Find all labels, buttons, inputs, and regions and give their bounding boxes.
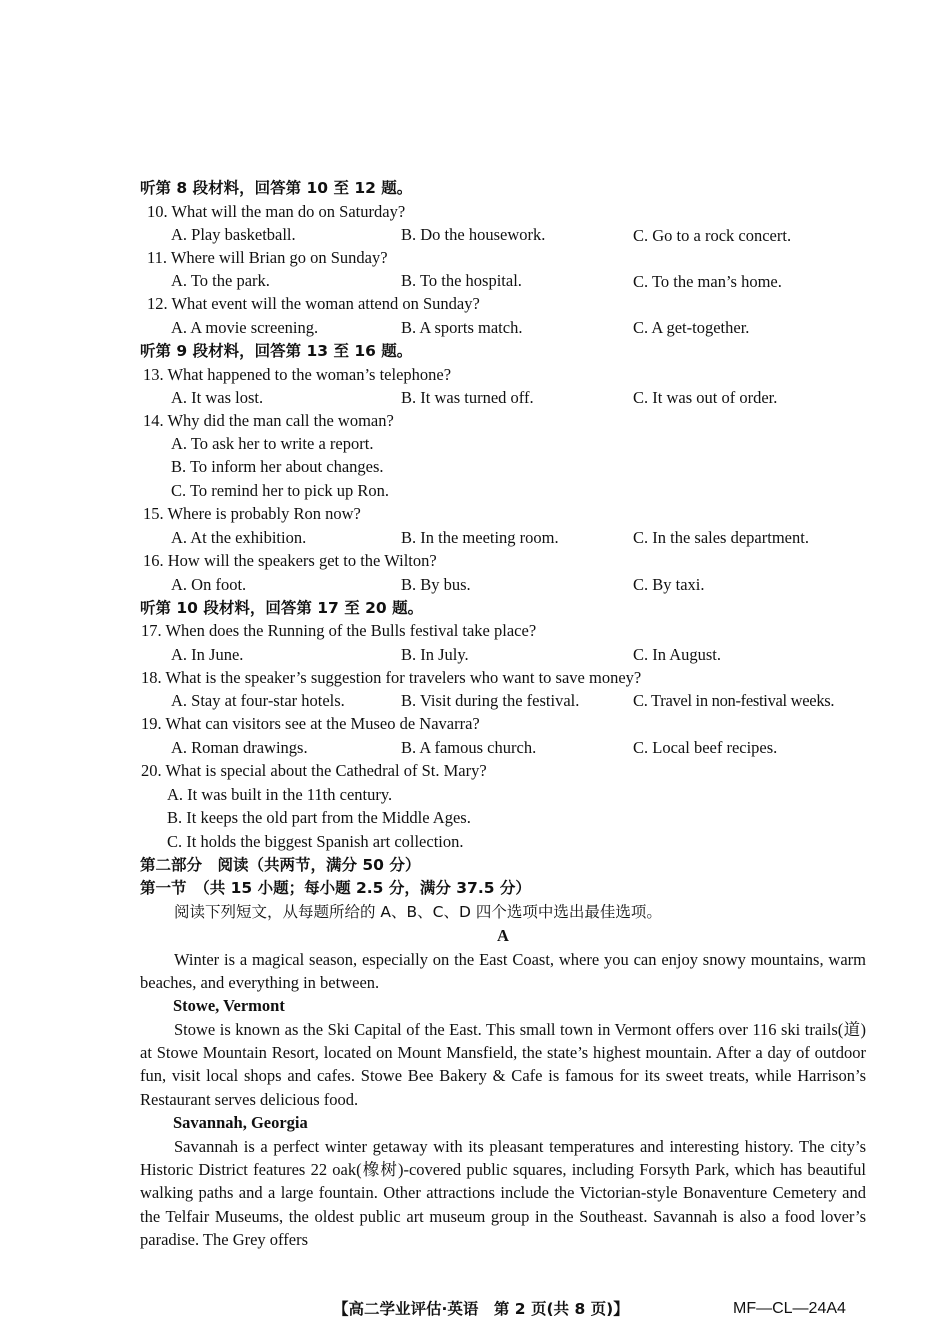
option-b: B. By bus. (401, 575, 471, 594)
paragraph-stowe: Stowe is known as the Ski Capital of the East. This small town in Vermont offers over 116 ski trails(道) at Stowe Mountain Resort, located on Mount Mansfield, the state’s highest mountain. After a day of outdoor fun, visit local shops and cafes. Stowe Bee Bakery & Cafe is famous for its sweet treats, while Harrison’s Restaurant serves delicious food. (140, 1020, 866, 1109)
page-footer: 【高二学业评估·英语 第 2 页(共 8 页)】 (333, 1300, 629, 1318)
option-a: A. It was lost. (171, 388, 264, 407)
section-header: 听第 9 段材料，回答第 13 至 16 题。 (140, 342, 413, 360)
question-text: 13. What happened to the woman’s telephone? (143, 365, 452, 384)
option-c: C. It holds the biggest Spanish art collection. (167, 832, 464, 851)
option-a: A. Play basketball. (171, 225, 296, 244)
option-b: B. In July. (401, 645, 469, 664)
option-c: C. A get-together. (633, 318, 750, 337)
option-c: C. To remind her to pick up Ron. (171, 481, 390, 500)
passage-letter: A (497, 926, 509, 945)
question-text: 10. What will the man do on Saturday? (147, 202, 406, 221)
option-a: A. In June. (171, 645, 244, 664)
question-text: 15. Where is probably Ron now? (143, 504, 361, 523)
option-c: C. Go to a rock concert. (633, 226, 792, 245)
subheading-savannah: Savannah, Georgia (173, 1113, 308, 1132)
option-a: A. To the park. (171, 271, 270, 290)
option-a: A. A movie screening. (171, 318, 319, 337)
paragraph-savannah: Savannah is a perfect winter getaway with its pleasant temperatures and interesting history. The city’s Historic District features 22 oak(橡树)-covered public squares, including Forsyth Park, which has beautiful walking paths and a large fountain. Other attractions include the Victorian-style Bonaventure Cemetery and the Telfair Museums, the oldest public art museum group in the Southeast. Savannah is also a food lover’s paradise. The Grey offers (140, 1137, 866, 1249)
question-text: 20. What is special about the Cathedral of St. Mary? (141, 761, 487, 780)
exam-code: MF—CL—24A4 (733, 1300, 846, 1317)
part-title: 第二部分 阅读（共两节，满分 50 分） (140, 856, 421, 874)
question-text: 11. Where will Brian go on Sunday? (147, 248, 388, 267)
option-a: A. Roman drawings. (171, 738, 308, 757)
option-b: B. It keeps the old part from the Middle Ages. (167, 808, 471, 827)
option-b: B. A sports match. (401, 318, 523, 337)
subheading-stowe: Stowe, Vermont (173, 996, 285, 1015)
section-header: 听第 8 段材料，回答第 10 至 12 题。 (140, 179, 413, 197)
question-text: 18. What is the speaker’s suggestion for travelers who want to save money? (141, 668, 642, 687)
instruction: 阅读下列短文，从每题所给的 A、B、C、D 四个选项中选出最佳选项。 (174, 903, 662, 921)
option-b: B. A famous church. (401, 738, 537, 757)
option-b: B. Visit during the festival. (401, 691, 580, 710)
option-a: A. At the exhibition. (171, 528, 307, 547)
option-a: A. On foot. (171, 575, 247, 594)
question-text: 14. Why did the man call the woman? (143, 411, 394, 430)
option-b: B. It was turned off. (401, 388, 534, 407)
option-b: B. To the hospital. (401, 271, 522, 290)
question-text: 12. What event will the woman attend on Sunday? (147, 294, 480, 313)
option-c: C. To the man’s home. (633, 272, 782, 291)
option-c: C. Local beef recipes. (633, 738, 778, 757)
option-a: A. To ask her to write a report. (171, 434, 374, 453)
option-c: C. Travel in non-festival weeks. (633, 691, 835, 710)
option-c: C. In the sales department. (633, 528, 809, 547)
option-b: B. To inform her about changes. (171, 457, 384, 476)
option-a: A. Stay at four-star hotels. (171, 691, 345, 710)
section-title: 第一节 （共 15 小题；每小题 2.5 分，满分 37.5 分） (140, 879, 531, 897)
passage-intro: Winter is a magical season, especially on the East Coast, where you can enjoy snowy mountains, warm beaches, and everything in between. (140, 950, 866, 993)
option-a: A. It was built in the 11th century. (167, 785, 393, 804)
question-text: 19. What can visitors see at the Museo de Navarra? (141, 714, 480, 733)
question-text: 16. How will the speakers get to the Wilton? (143, 551, 437, 570)
section-header: 听第 10 段材料，回答第 17 至 20 题。 (140, 599, 424, 617)
option-c: C. It was out of order. (633, 388, 778, 407)
option-b: B. Do the housework. (401, 225, 546, 244)
option-c: C. In August. (633, 645, 722, 664)
option-c: C. By taxi. (633, 575, 705, 594)
option-b: B. In the meeting room. (401, 528, 559, 547)
question-text: 17. When does the Running of the Bulls festival take place? (141, 621, 537, 640)
